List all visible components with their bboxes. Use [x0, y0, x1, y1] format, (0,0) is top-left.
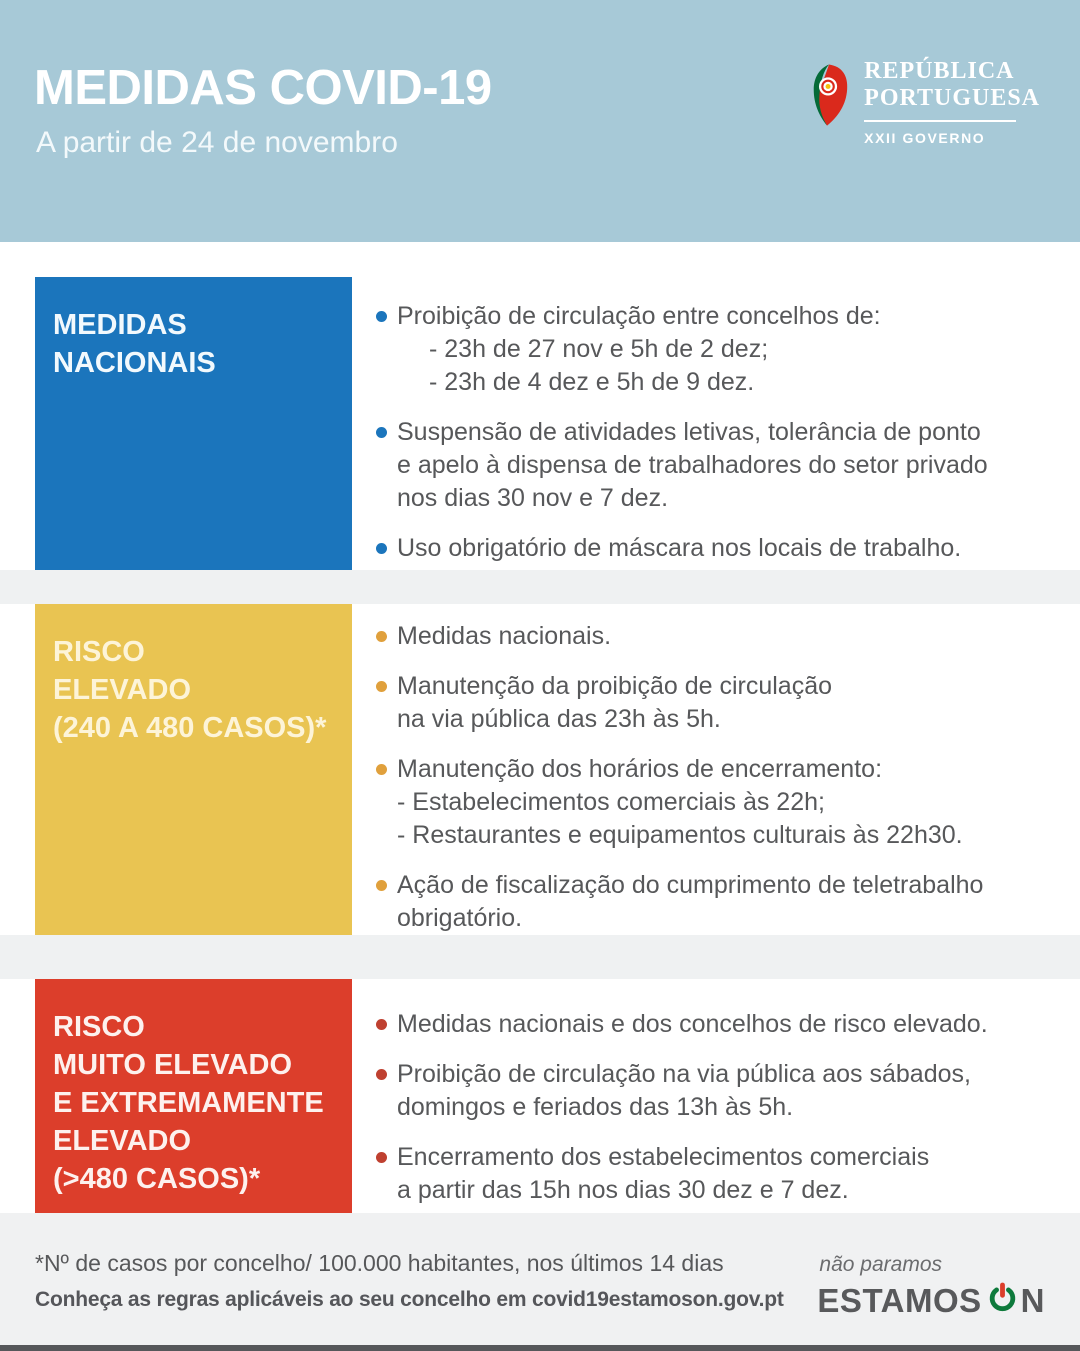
footnote: *Nº de casos por concelho/ 100.000 habitantes, nos últimos 14 dias [35, 1250, 724, 1276]
box-title-line: (>480 CASOS)* [53, 1163, 261, 1195]
list-subitem-text: - 23h de 4 dez e 5h de 9 dez. [429, 368, 755, 396]
box-title-line: ELEVADO [53, 674, 192, 706]
logo-line-1: REPÚBLICA [864, 58, 1015, 84]
power-on-icon [987, 1282, 1018, 1321]
logo-line-2: PORTUGUESA [864, 85, 1040, 111]
list-subitem-text: - Restaurantes e equipamentos culturais às 22h30. [397, 821, 963, 849]
list-item-text: Suspensão de atividades letivas, tolerância de ponto [397, 418, 981, 446]
list-item-text: Manutenção da proibição de circulação [397, 672, 832, 700]
list-item [397, 300, 1052, 399]
estamos-on-logo [817, 1253, 1045, 1321]
box-title-line: E EXTREMAMENTE [53, 1087, 324, 1119]
list-item-text: Encerramento dos estabelecimentos comerciais [397, 1143, 930, 1171]
list-item [397, 1141, 1052, 1207]
box-title-line: ELEVADO [53, 1125, 192, 1157]
list-item-text: Uso obrigatório de máscara nos locais de trabalho. [397, 534, 962, 562]
list-item-text: Medidas nacionais. [397, 622, 612, 650]
logo-caption: XXII GOVERNO [864, 130, 986, 146]
box-title-line: (240 A 480 CASOS)* [53, 712, 327, 744]
list-item [397, 1058, 1052, 1124]
page-title: MEDIDAS COVID-19 [34, 61, 492, 115]
brand-name [817, 1280, 1045, 1321]
list-item-text: Ação de fiscalização do cumprimento de teletrabalho [397, 871, 984, 899]
national-measures-box [35, 277, 352, 570]
bottom-strip [0, 1345, 1080, 1351]
header [0, 0, 1080, 242]
box-title-line: NACIONAIS [53, 347, 216, 379]
brand-name-right: N [1020, 1281, 1045, 1319]
list-item [397, 620, 1052, 653]
page-subtitle: A partir de 24 de novembro [36, 126, 398, 159]
list-item-text: nos dias 30 nov e 7 dez. [397, 484, 669, 512]
list-subitem-text: - Estabelecimentos comerciais às 22h; [397, 788, 825, 816]
list-item [397, 753, 1052, 852]
republica-portuguesa-wordmark [864, 58, 1040, 146]
very-high-risk-list [397, 1008, 1052, 1224]
portugal-flag-icon [808, 62, 850, 135]
list-item-text: a partir das 15h nos dias 30 dez e 7 dez. [397, 1176, 849, 1204]
list-item [397, 1008, 1052, 1041]
brand-tagline: não paramos [819, 1253, 942, 1276]
list-item-text: na via pública das 23h às 5h. [397, 705, 721, 733]
list-item-text: obrigatório. [397, 904, 523, 932]
logo-divider [864, 120, 1016, 122]
box-title-line: RISCO [53, 636, 145, 668]
list-subitem-text: - 23h de 27 nov e 5h de 2 dez; [429, 335, 769, 363]
list-item-text: Proibição de circulação entre concelhos de: [397, 302, 881, 330]
brand-name-left: ESTAMOS [817, 1281, 982, 1319]
list-item [397, 532, 1052, 565]
list-item-text: Medidas nacionais e dos concelhos de risco elevado. [397, 1010, 988, 1038]
list-item [397, 670, 1052, 736]
box-title-line: MUITO ELEVADO [53, 1049, 292, 1081]
box-title-line: MEDIDAS [53, 309, 187, 341]
list-item-text: domingos e feriados das 13h às 5h. [397, 1093, 794, 1121]
list-item [397, 416, 1052, 515]
list-item-text: Manutenção dos horários de encerramento: [397, 755, 883, 783]
government-logo [808, 58, 1040, 146]
list-item [397, 869, 1052, 935]
high-risk-list [397, 620, 1052, 952]
list-item-text: Proibição de circulação na via pública aos sábados, [397, 1060, 971, 1088]
box-title-line: RISCO [53, 1011, 145, 1043]
footer-cta: Conheça as regras aplicáveis ao seu concelho em covid19estamoson.gov.pt [35, 1288, 784, 1311]
very-high-risk-box [35, 979, 352, 1213]
list-item-text: e apelo à dispensa de trabalhadores do setor privado [397, 451, 988, 479]
national-measures-list [397, 300, 1052, 582]
high-risk-box [35, 604, 352, 935]
